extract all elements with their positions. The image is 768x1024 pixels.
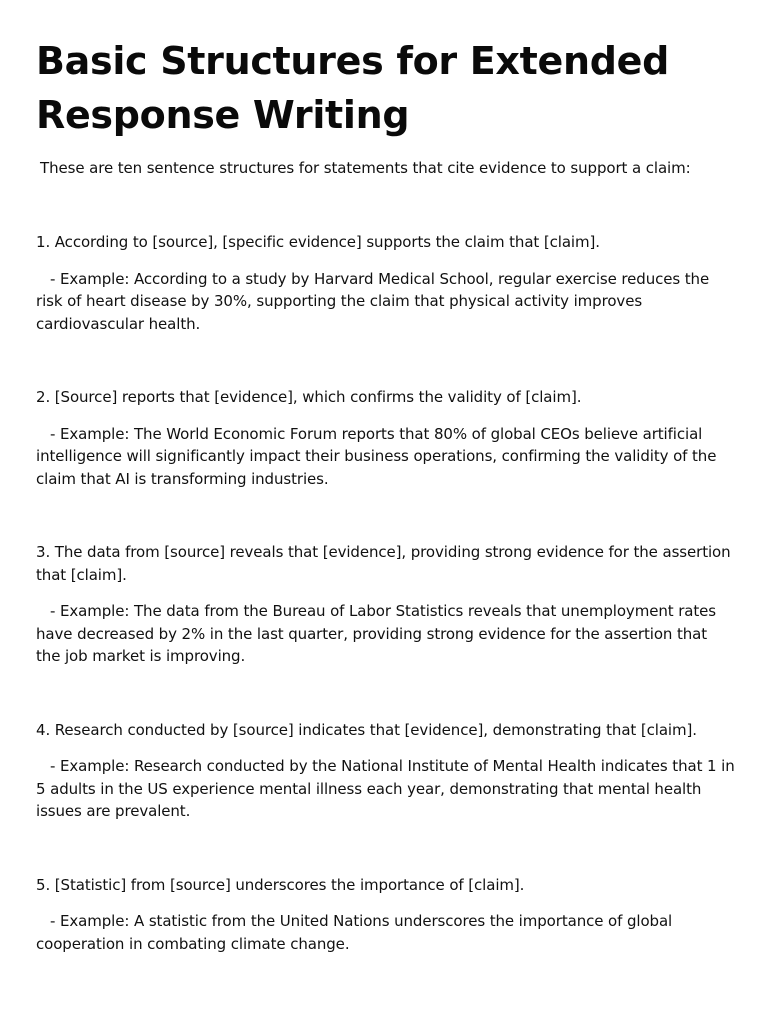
structure-item: [36, 231, 736, 335]
structure-example: - Example: Research conducted by the National Institute of Mental Health indicates that 1 in 5 adults in the US experience mental illness each year, demonstrating that mental health issues are prevalent.: [36, 757, 740, 820]
structure-item: [36, 719, 740, 823]
structure-item: [36, 874, 736, 956]
structure-example: - Example: A statistic from the United Nations underscores the importance of global cooperation in combating climate change.: [36, 912, 677, 953]
structure-statement: 2. [Source] reports that [evidence], which confirms the validity of [claim].: [36, 388, 582, 406]
structure-list: [36, 231, 740, 955]
document-title: Basic Structures for Extended Response Writing: [36, 39, 669, 137]
structure-statement: 1. According to [source], [specific evidence] supports the claim that [claim].: [36, 233, 600, 251]
intro-paragraph: These are ten sentence structures for statements that cite evidence to support a claim:: [40, 159, 691, 177]
structure-example: - Example: According to a study by Harvard Medical School, regular exercise reduces the risk of heart disease by 30%, supporting the claim that physical activity improves cardiovascular health.: [36, 269, 714, 333]
structure-statement: 3. The data from [source] reveals that [evidence], providing strong evidence for the assertion that [claim].: [36, 543, 731, 584]
structure-item: [36, 386, 736, 490]
structure-example: - Example: The data from the Bureau of Labor Statistics reveals that unemployment rates have decreased by 2% in the last quarter, providing strong evidence for the assertion that the job market is improving.: [36, 602, 721, 665]
document-page: [36, 34, 740, 955]
structure-item: [36, 541, 736, 668]
structure-example: - Example: The World Economic Forum reports that 80% of global CEOs believe artificial intelligence will significantly impact their business operations, confirming the validity of the claim that AI is transforming industries.: [36, 424, 721, 488]
structure-statement: 5. [Statistic] from [source] underscores the importance of [claim].: [36, 875, 525, 894]
structure-statement: 4. Research conducted by [source] indicates that [evidence], demonstrating that [claim].: [36, 720, 697, 739]
